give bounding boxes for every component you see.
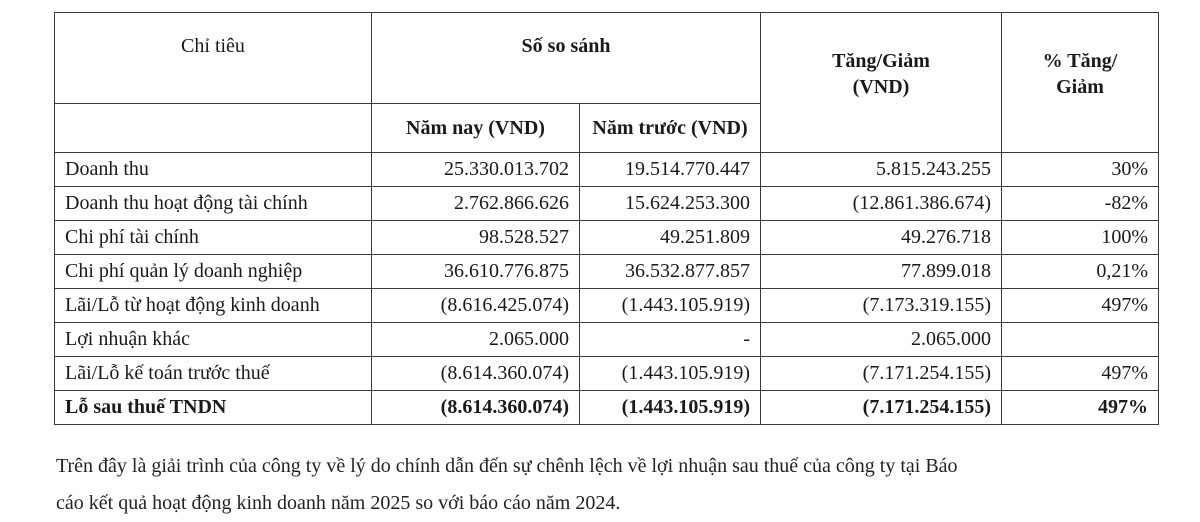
comparison-table-container bbox=[54, 12, 1159, 425]
row-label: Doanh thu bbox=[55, 153, 372, 187]
this-year-value: (8.614.360.074) bbox=[372, 391, 580, 425]
change-value: 49.276.718 bbox=[761, 221, 1002, 255]
header-change-line2: (VND) bbox=[852, 76, 910, 98]
row-label: Doanh thu hoạt động tài chính bbox=[55, 187, 372, 221]
change-value: (7.171.254.155) bbox=[761, 391, 1002, 425]
row-label: Lỗ sau thuế TNDN bbox=[55, 391, 372, 425]
last-year-value: (1.443.105.919) bbox=[580, 289, 761, 323]
this-year-value: 36.610.776.875 bbox=[372, 255, 580, 289]
header-pct-line2: Giảm bbox=[1056, 76, 1104, 98]
change-value: 2.065.000 bbox=[761, 323, 1002, 357]
change-value: 77.899.018 bbox=[761, 255, 1002, 289]
explanation-line-2: cáo kết quả hoạt động kinh doanh năm 2025 so với báo cáo năm 2024. bbox=[56, 492, 621, 514]
header-row-1 bbox=[55, 13, 1159, 104]
pct-change-value: 497% bbox=[1002, 289, 1159, 323]
header-change bbox=[761, 13, 1002, 153]
change-value: 5.815.243.255 bbox=[761, 153, 1002, 187]
table-row bbox=[55, 323, 1159, 357]
header-comparison-group: Số so sánh bbox=[372, 13, 761, 104]
header-pct-change bbox=[1002, 13, 1159, 153]
pct-change-value: 0,21% bbox=[1002, 255, 1159, 289]
table-row bbox=[55, 357, 1159, 391]
last-year-value: 49.251.809 bbox=[580, 221, 761, 255]
this-year-value: 2.762.866.626 bbox=[372, 187, 580, 221]
row-label: Lãi/Lỗ kế toán trước thuế bbox=[55, 357, 372, 391]
row-label: Chi phí tài chính bbox=[55, 221, 372, 255]
header-indicator: Chỉ tiêu bbox=[55, 13, 372, 104]
header-this-year: Năm nay (VND) bbox=[372, 104, 580, 153]
pct-change-value: -82% bbox=[1002, 187, 1159, 221]
last-year-value: 15.624.253.300 bbox=[580, 187, 761, 221]
row-label: Chi phí quản lý doanh nghiệp bbox=[55, 255, 372, 289]
table-row bbox=[55, 221, 1159, 255]
pct-change-value: 100% bbox=[1002, 221, 1159, 255]
last-year-value: (1.443.105.919) bbox=[580, 357, 761, 391]
change-value: (7.173.319.155) bbox=[761, 289, 1002, 323]
last-year-value: - bbox=[580, 323, 761, 357]
header-change-line1: Tăng/Giảm bbox=[832, 50, 930, 72]
explanation-paragraph bbox=[56, 448, 1156, 522]
last-year-value: 36.532.877.857 bbox=[580, 255, 761, 289]
header-pct-line1: % Tăng/ bbox=[1042, 50, 1118, 72]
table-row bbox=[55, 153, 1159, 187]
row-label: Lợi nhuận khác bbox=[55, 323, 372, 357]
this-year-value: 2.065.000 bbox=[372, 323, 580, 357]
table-row bbox=[55, 255, 1159, 289]
table-row bbox=[55, 187, 1159, 221]
pct-change-value: 497% bbox=[1002, 357, 1159, 391]
row-label: Lãi/Lỗ từ hoạt động kinh doanh bbox=[55, 289, 372, 323]
change-value: (12.861.386.674) bbox=[761, 187, 1002, 221]
change-value: (7.171.254.155) bbox=[761, 357, 1002, 391]
this-year-value: (8.614.360.074) bbox=[372, 357, 580, 391]
table-row-total bbox=[55, 391, 1159, 425]
last-year-value: 19.514.770.447 bbox=[580, 153, 761, 187]
pct-change-value: 30% bbox=[1002, 153, 1159, 187]
table-row bbox=[55, 289, 1159, 323]
header-last-year: Năm trước (VND) bbox=[580, 104, 761, 153]
last-year-value: (1.443.105.919) bbox=[580, 391, 761, 425]
this-year-value: (8.616.425.074) bbox=[372, 289, 580, 323]
explanation-line-1: Trên đây là giải trình của công ty về lý do chính dẫn đến sự chênh lệch về lợi nhuận sau thuế của công ty tại Báo bbox=[56, 455, 958, 477]
this-year-value: 25.330.013.702 bbox=[372, 153, 580, 187]
pct-change-value: 497% bbox=[1002, 391, 1159, 425]
this-year-value: 98.528.527 bbox=[372, 221, 580, 255]
header-empty-cell bbox=[55, 104, 372, 153]
financial-comparison-table bbox=[54, 12, 1159, 425]
pct-change-value bbox=[1002, 323, 1159, 357]
